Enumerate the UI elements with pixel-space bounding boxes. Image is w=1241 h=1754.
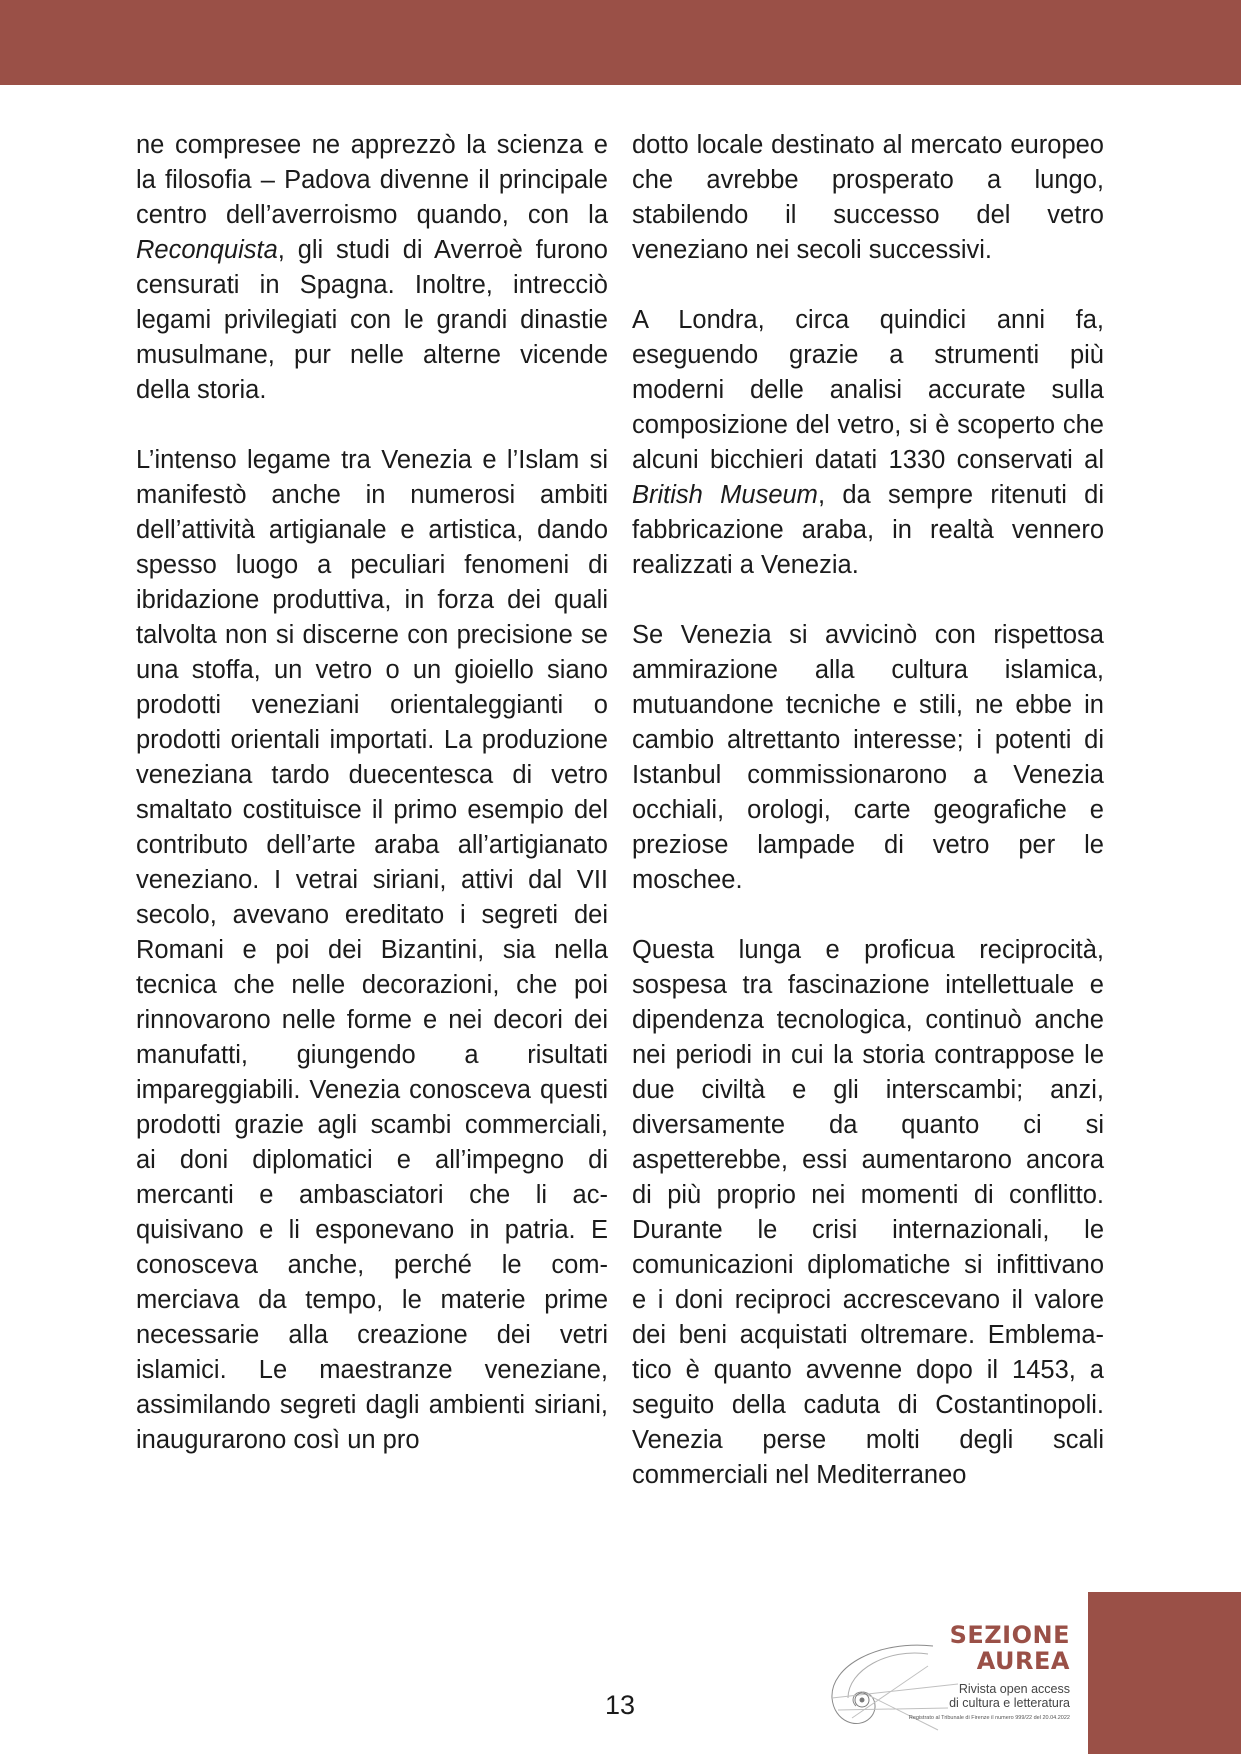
journal-title-line: SEZIONE (949, 1621, 1070, 1649)
paragraph-text: , da sempre ritenuti di fabbricazione araba, in realtà vennero realizzati a Venezia. (632, 481, 1105, 579)
paragraph: Questa lunga e proficua reciprocità, sospesa tra fascinazione intellettuale e dipendenza tecnologica, continuò anche nei periodi in cui la storia contrappose le due civiltà e gli interscambi; anzi, diversamente da quanto ci si aspetterebbe, essi aumentarono ancora di più proprio nei momenti di conflitto. Durante le crisi internazionali, le comunicazioni diplomatiche si infittivano e i doni reciproci accrescevano il valore dei beni acquistati oltremare. Emblematico è quanto avvenne dopo il 1453, a seguito della caduta di Costantinopoli. Venezia perse molti degli scali commerciali nel Mediterraneo (632, 936, 1104, 1489)
right-text-column (632, 128, 1104, 1493)
journal-subtitle-line: di cultura e letteratura (949, 1696, 1070, 1710)
italic-term: Reconquista (136, 236, 278, 264)
header-band (0, 0, 1241, 85)
journal-subtitle (949, 1682, 1070, 1710)
paragraph: dotto locale destinato al mercato europeo che avrebbe prosperato a lungo, stabilendo il successo del vetro veneziano nei secoli successivi. (632, 131, 1104, 264)
paragraph (632, 303, 1104, 583)
italic-term: British Museum (632, 481, 818, 509)
journal-subtitle-line: Rivista open access (958, 1682, 1070, 1696)
paragraph-text: A Londra, circa quindici anni fa, eseguendo grazie a strumenti più moderni delle analisi accurate sulla composizione del vetro, si è scoperto che alcuni bicchieri datati 1330 conservati al (632, 306, 1104, 474)
registration-note: Registrato al Tribunale di Firenze il numero 999/22 del 20.04.2022 (908, 1715, 1070, 1721)
paragraph: L’intenso legame tra Venezia e l’Islam si manifestò anche in numerosi ambiti dell’attività artigianale e artistica, dando spesso luogo a peculiari fenomeni di ibridazione produttiva, in forza dei quali talvolta non si discerne con precisione se una stoffa, un vetro o un gioiello siano prodotti veneziani orientaleggianti o prodotti orientali importati. La produzione veneziana tardo duecentesca di vetro smaltato costituisce il primo esempio del contributo dell’arte araba all’artigianato veneziano. I vetrai siriani, attivi dal VII secolo, avevano ereditato i segreti dei Romani e poi dei Bizantini, sia nella tecnica che nelle decorazioni, che poi rinnovarono nelle forme e nei decori dei manufatti, giungendo a risultati impareggiabili. Venezia conosceva questi prodotti grazie agli scambi commerciali, ai doni diplomatici e all’impegno di mercanti e ambasciatori che li acquisivano e li esponevano in patria. E conosceva anche, perché le commerciava da tempo, le materie prime necessarie alla creazione dei vetri islamici. Le maestranze veneziane, assimilando segreti dagli ambienti siriani, inaugurarono così un pro (136, 446, 608, 1454)
journal-title-line: AUREA (976, 1647, 1070, 1675)
left-text-column (136, 128, 608, 1458)
golden-spiral-icon (818, 1618, 968, 1748)
paragraph-text: , gli studi di Averroè furono censurati in Spagna. Inoltre, intrecciò legami privilegiati con le grandi dinastie musulmane, pur nelle alterne vicende della storia. (136, 236, 608, 404)
paragraph: Se Venezia si avvicinò con rispettosa ammirazione alla cultura islamica, mutuandone tecniche e stili, ne ebbe in cambio altrettanto interesse; i potenti di Istanbul commissionarono a Venezia occhiali, orologi, carte geografiche e preziose lampade di vetro per le moschee. (632, 621, 1104, 894)
paragraph-text: ne compresee ne apprezzò la scienza e la filosofia – Padova divenne il principale centro dell’averroismo quando, con la (136, 131, 608, 229)
side-accent-band (1088, 1592, 1241, 1754)
journal-logo (818, 1618, 1080, 1748)
paragraph (136, 128, 608, 408)
journal-title (950, 1622, 1070, 1674)
page-number: 13 (604, 1690, 636, 1720)
